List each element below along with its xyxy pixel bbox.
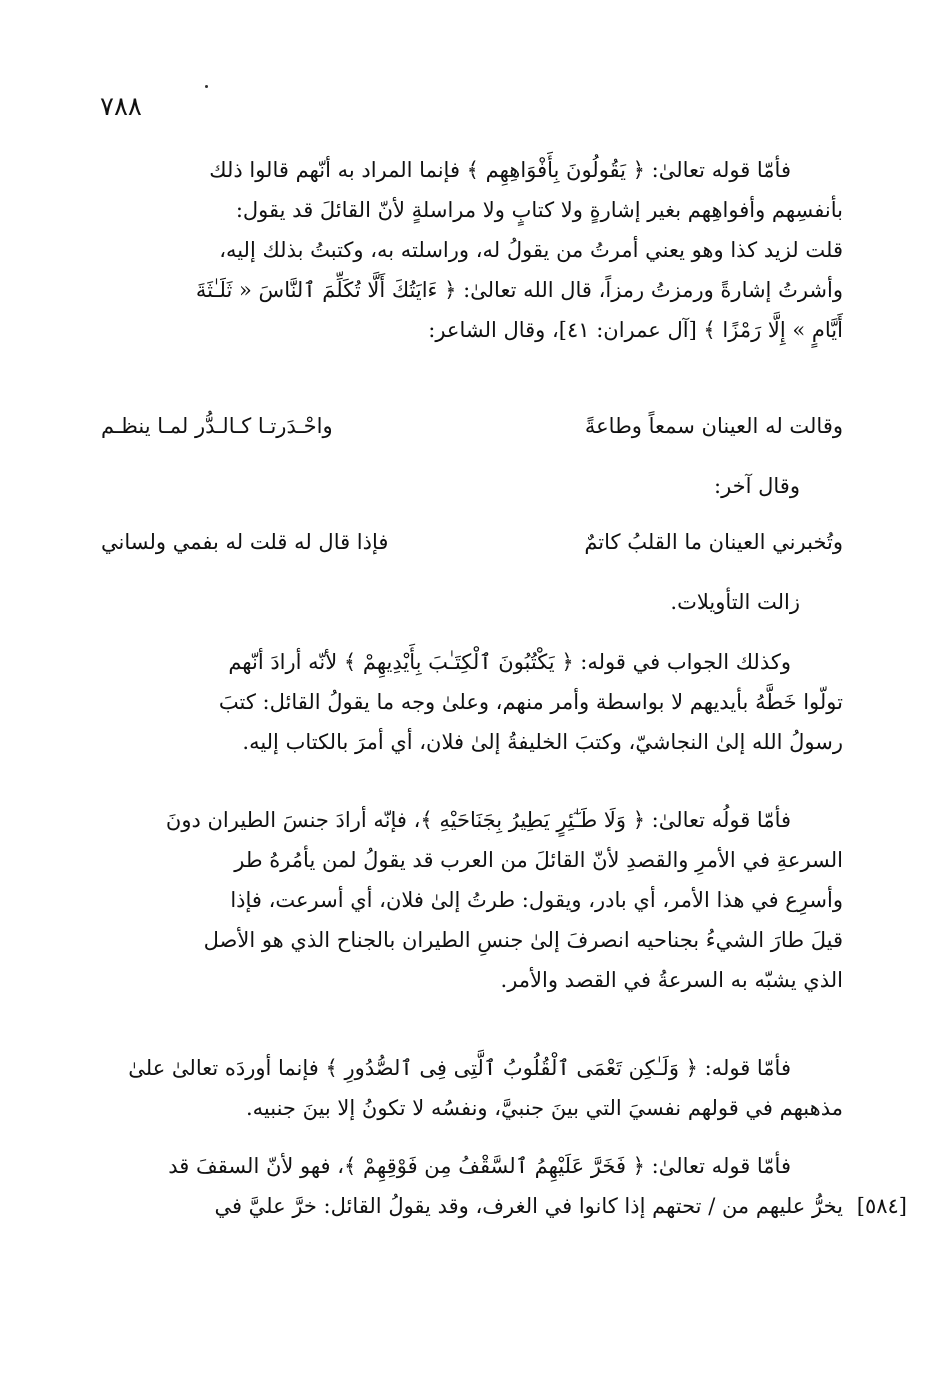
paragraph-line: قلت لزيد كذا وهو يعني أمرتُ من يقولُ له، وراسلته به، وكتبتُ بذلك إليه، xyxy=(219,238,843,262)
paragraph-line: رسولُ الله إلىٰ النجاشيّ، وكتبَ الخليفةُ إلىٰ فلان، أي أمرَ بالكتاب إليه. xyxy=(242,730,843,754)
poetry-verse-1 xyxy=(101,406,843,446)
paragraph-5 xyxy=(101,1146,843,1226)
paragraph-line: يخرُّ عليهم من / تحتهم إذا كانوا في الغرف، وقد يقولُ القائل: خرَّ عليَّ في xyxy=(214,1194,843,1218)
verse-first-hemistich: وتُخبرني العينان ما القلبُ كاتمٌ xyxy=(584,530,843,554)
paragraph-line: بأنفسِهم وأفواهِهم بغير إشارةٍ ولا كتابٍ ولا مراسلةٍ لأنّ القائلَ قد يقول: xyxy=(235,198,843,222)
paragraph-line: وكذلك الجواب في قوله: ﴿ يَكْتُبُونَ ٱلْكِتَـٰبَ بِأَيْدِيهِمْ ﴾ لأنّه أرادَ أنّهم xyxy=(228,650,791,674)
manuscript-folio-reference: [٥٨٤] xyxy=(856,1194,907,1218)
paragraph-line: قيلَ طارَ الشيءُ بجناحيه انصرفَ إلىٰ جنسِ الطيران بالجناح الذي هو الأصل xyxy=(203,928,843,952)
verse-second-hemistich: واحْـدَرتـا كـالـدُّر لمـا ينظـم xyxy=(101,414,333,438)
paragraph-line: فأمّا قولُه تعالىٰ: ﴿ وَلَا طَـٰٓئِرٍ يَطِيرُ بِجَنَاحَيْهِ ﴾، فإنّه أرادَ جنسَ الطيران دونَ xyxy=(165,808,791,832)
paragraph-line: السرعةِ في الأمرِ والقصدِ لأنّ القائلَ من العرب قد يقولُ لمن يأمُرهُ طر xyxy=(234,848,843,872)
verse-first-hemistich: وقالت له العينان سمعاً وطاعةً xyxy=(584,414,843,438)
paragraph-line: فأمّا قوله تعالىٰ: ﴿ يَقُولُونَ بِأَفْوَاهِهِم ﴾ فإنما المراد به أنّهم قالوا ذلك xyxy=(209,158,791,182)
paragraph-line: الذي يشبّه به السرعةُ في القصد والأمر. xyxy=(500,968,843,992)
paragraph-line: فأمّا قوله تعالىٰ: ﴿ فَخَرَّ عَلَيْهِمُ ٱلسَّقْفُ مِن فَوْقِهِمْ ﴾، فهو لأنّ السقفَ قد xyxy=(168,1154,791,1178)
paragraph-line: وأشرتُ إشارةً ورمزتُ رمزاً، قال الله تعالىٰ: ﴿ ءَايَتُكَ أَلَّا تُكَلِّمَ ٱلنَّاسَ « ثَلَـٰثَةَ xyxy=(195,278,843,302)
page-number: ٧٨٨ xyxy=(100,92,142,122)
paragraph-3 xyxy=(101,800,843,1000)
poetry-verse-2 xyxy=(101,522,843,562)
verse-second-hemistich: فإذا قال له قلت له بفمي ولساني xyxy=(101,530,389,554)
paragraph-line: تولّوا خَطَّهُ بأيديهم لا بواسطة وأمر منهم، وعلىٰ وجه ما يقولُ القائل: كتبَ xyxy=(218,690,843,714)
paragraph-4 xyxy=(101,1048,843,1128)
another-poet-said: وقال آخر: xyxy=(714,474,800,498)
verse-continuation: زالت التأويلات. xyxy=(670,590,800,614)
paragraph-line: أَيَّامٍ » إِلَّا رَمْزًا ﴾ [آل عمران: ٤١]، وقال الشاعر: xyxy=(428,318,843,342)
page-speck xyxy=(205,85,208,88)
paragraph-line: وأسرِع في هذا الأمر، أي بادر، ويقول: طرتُ إلىٰ فلان، أي أسرعت، فإذا xyxy=(230,888,843,912)
paragraph-line: فأمّا قوله: ﴿ وَلَـٰكِن تَعْمَى ٱلْقُلُوبُ ٱلَّتِى فِى ٱلصُّدُورِ ﴾ فإنما أوردَه تعالىٰ علىٰ xyxy=(128,1056,791,1080)
paragraph-line: مذهبهم في قولهم نفسيَ التي بينَ جنبيَّ، ونفسُه لا تكونُ إلا بينَ جنبيه. xyxy=(245,1096,843,1120)
paragraph-1 xyxy=(101,150,843,350)
paragraph-2 xyxy=(101,642,843,762)
